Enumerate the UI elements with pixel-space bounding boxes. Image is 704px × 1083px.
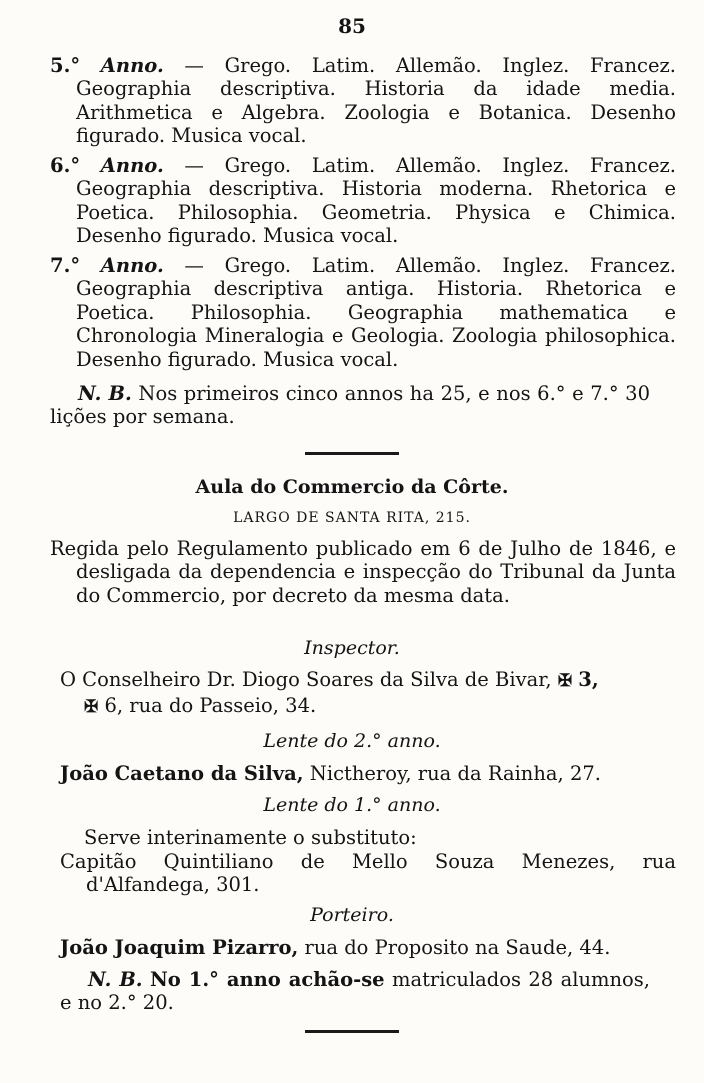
curriculum-year-5 xyxy=(50,54,676,148)
nb-label: N. B. xyxy=(78,382,132,405)
year-label: 7.° xyxy=(50,254,81,277)
lente-2-entry xyxy=(60,762,650,786)
anno-label: Anno. xyxy=(100,154,164,177)
inspector-name: O Conselheiro Dr. Diogo Soares da Silva de Bivar, xyxy=(60,668,552,691)
section-title: Aula do Commercio da Côrte. xyxy=(195,476,509,498)
porteiro-entry xyxy=(60,936,650,960)
section-description: Regida pelo Regulamento publicado em 6 de Julho de 1846, e desligada da dependencia e inspecção do Tribunal da Junta do Commercio, por decreto da mesma data. xyxy=(50,537,676,607)
lente-1-serve: Serve interinamente o substituto: xyxy=(84,826,417,849)
year-subjects: — Grego. Latim. Allemão. Inglez. Francez. Geographia descriptiva antiga. Historia. Rhetorica e Poetica. Philosophia. Geographia mathematica e Chronologia Mineralogia e Geologia. Zoologia philosophica. Desenho figurado. Musica vocal. xyxy=(76,254,676,371)
lente-1-name: Capitão Quintiliano de Mello Souza Menezes, rua d'Alfandega, 301. xyxy=(60,850,676,897)
divider-rule xyxy=(305,1030,399,1033)
lente-2-heading: Lente do 2.° anno. xyxy=(263,730,441,752)
note-text: matriculados 28 alumnos, e no 2.° 20. xyxy=(60,968,650,1015)
nb-label: N. B. xyxy=(88,968,143,991)
lente-2-name: João Caetano da Silva, xyxy=(60,762,304,785)
page-number: 85 xyxy=(338,14,366,38)
year-label: 6.° xyxy=(50,154,81,177)
note-lessons-per-week xyxy=(50,382,650,429)
porteiro-name: João Joaquim Pizarro, xyxy=(60,936,299,959)
year-subjects: — Grego. Latim. Allemão. Inglez. Francez. Geographia descriptiva. Historia da idade media. Arithmetica e Algebra. Zoologia e Botanica. Desenho figurado. Musica vocal. xyxy=(76,54,676,148)
porteiro-heading: Porteiro. xyxy=(310,904,394,926)
anno-label: Anno. xyxy=(100,54,164,77)
year-label: 5.° xyxy=(50,54,81,77)
inspector-line-1 xyxy=(60,668,650,693)
inspector-address: 6, rua do Passeio, 34. xyxy=(104,694,317,717)
porteiro-address: rua do Proposito na Saude, 44. xyxy=(304,936,611,959)
note-enrollment xyxy=(60,968,650,1015)
note-text: Nos primeiros cinco annos ha 25, e nos 6.° e 7.° 30 lições por semana. xyxy=(50,382,650,429)
curriculum-year-7 xyxy=(50,254,676,371)
order-cross-icon: ✠ xyxy=(557,671,573,691)
lente-2-address: Nictheroy, rua da Rainha, 27. xyxy=(309,762,601,785)
anno-label: Anno. xyxy=(100,254,164,277)
section-address: LARGO DE SANTA RITA, 215. xyxy=(233,510,471,526)
year-subjects: — Grego. Latim. Allemão. Inglez. Francez. Geographia descriptiva. Historia moderna. Rhetorica e Poetica. Philosophia. Geometria. Physica e Chimica. Desenho figurado. Musica vocal. xyxy=(76,154,676,248)
order-cross-icon: ✠ xyxy=(84,697,99,717)
lente-1-heading: Lente do 1.° anno. xyxy=(263,794,441,816)
note-text-bold: No 1.° anno achão-se xyxy=(149,968,385,991)
curriculum-year-6 xyxy=(50,154,676,248)
inspector-order-number: 3, xyxy=(578,668,599,691)
inspector-heading: Inspector. xyxy=(304,637,400,659)
inspector-line-2 xyxy=(84,694,674,719)
divider-rule xyxy=(305,452,399,455)
